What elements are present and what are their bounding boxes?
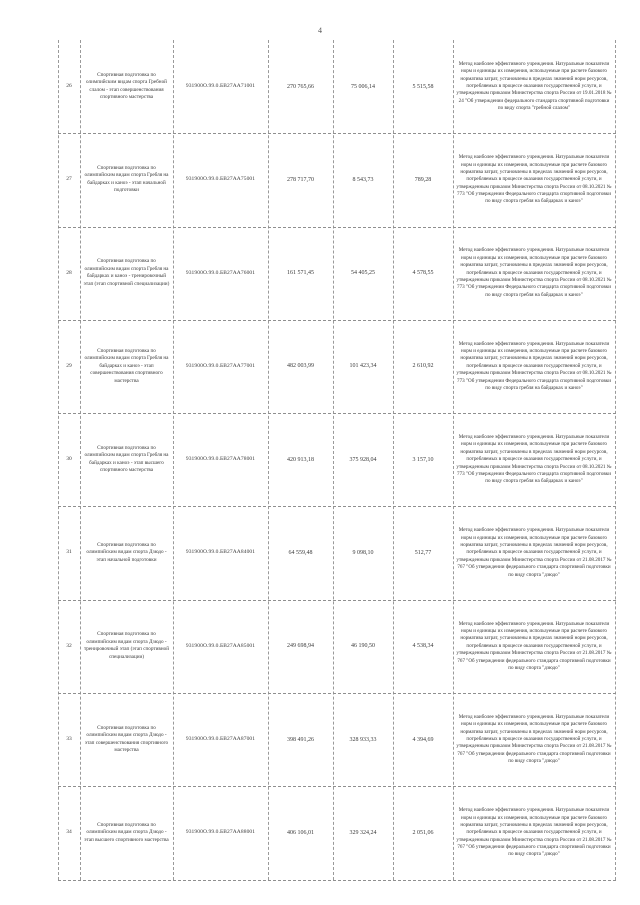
- overhead-cost-value: 4 578,55: [412, 270, 434, 277]
- calculation-method: Метод наиболее эффективного учреждения. Натуральные показатели норм и единицы их измерения, используемые при расчете базового норматива затрат, установлены в пределах значений норм ресурсов, потребляемых в процессе оказания государственной услуги, и утвержденным приказом Министерства спорта России от 08.10.2021 № 773 "Об утверждении Федерального стандарта спортивной подготовки по виду спорта гребля на байдарках и каноэ": [456, 434, 612, 485]
- service-name: Спортивная подготовка по олимпийским видам спорта Гребной слалом - этап совершенствования спортивного мастерства: [86, 71, 167, 101]
- base-norm-value: 420 913,18: [287, 456, 314, 463]
- overhead-cost-value: 4 394,69: [412, 736, 434, 743]
- registry-code: 931900О.99.0.БВ27АА87001: [185, 736, 256, 743]
- direct-cost-value: 9 098,10: [352, 550, 374, 557]
- base-norm-value: 482 003,99: [287, 363, 314, 370]
- base-norm-value: 406 106,01: [287, 829, 314, 836]
- row-number: 29: [66, 362, 72, 369]
- table-row: [58, 693, 616, 787]
- overhead-cost-value: 5 515,58: [412, 83, 434, 90]
- service-name: Спортивная подготовка по олимпийским видам спорта Дзюдо - этап высшего спортивного мастерства: [84, 821, 169, 843]
- calculation-method: Метод наиболее эффективного учреждения. Натуральные показатели норм и единицы их измерения, используемые при расчете базового норматива затрат, установлены в пределах значений норм ресурсов, потребляемых в процессе оказания государственной услуги, и утвержденным приказом Министерства спорта России от 21.08.2017 № 767 "Об утверждении федерального стандарта спортивной подготовки по виду спорта "дзюдо": [456, 807, 612, 858]
- table-row: [58, 227, 616, 321]
- table-row: [58, 133, 616, 227]
- direct-cost-value: 54 405,25: [351, 270, 375, 277]
- registry-code: 931900О.99.0.БВ27АА76001: [185, 269, 256, 276]
- direct-cost-value: 8 543,73: [352, 176, 374, 183]
- direct-cost-value: 328 933,33: [349, 736, 377, 743]
- calculation-method: Метод наиболее эффективного учреждения. Натуральные показатели норм и единицы их измерения, используемые при расчете базового норматива затрат, установлены в пределах значений норм ресурсов, потребляемых в процессе оказания государственной услуги, и утвержденным приказом Министерства спорта России от 21.08.2017 № 767 "Об утверждении федерального стандарта спортивной подготовки по виду спорта "дзюдо": [456, 620, 612, 671]
- overhead-cost-value: 2 610,92: [412, 363, 434, 370]
- calculation-method: Метод наиболее эффективного учреждения. Натуральные показатели норм и единицы их измерения, используемые при расчете базового норматива затрат, установлены в пределах значений норм ресурсов, потребляемых в процессе оказания государственной услуги, и утвержденным приказом Министерства спорта России от 08.10.2021 № 773 "Об утверждении Федерального стандарта спортивной подготовки по виду спорта гребля на байдарках и каноэ": [456, 154, 612, 205]
- base-norm-value: 270 765,66: [287, 83, 314, 90]
- table-row: [58, 320, 616, 414]
- row-number: 28: [66, 269, 72, 276]
- registry-code: 931900О.99.0.БВ27АА85001: [185, 642, 256, 649]
- overhead-cost-value: 512,77: [414, 550, 432, 557]
- registry-code: 931900О.99.0.БВ27АА75001: [185, 176, 256, 183]
- row-number: 31: [66, 549, 72, 556]
- direct-cost-value: 75 006,14: [351, 83, 375, 90]
- direct-cost-value: 101 423,34: [349, 363, 377, 370]
- table-row: [58, 786, 616, 880]
- base-norm-value: 398 491,26: [287, 736, 314, 743]
- direct-cost-value: 329 324,24: [349, 829, 377, 836]
- overhead-cost-value: 2 051,06: [412, 829, 434, 836]
- service-name: Спортивная подготовка по олимпийским видам спорта Гребля на байдарках и каноэ - этап начальной подготовки: [84, 164, 169, 194]
- row-number: 26: [66, 82, 72, 89]
- row-number: 32: [66, 642, 72, 649]
- table-row: [58, 413, 616, 507]
- row-number: 33: [66, 736, 72, 743]
- table-row: [58, 40, 616, 134]
- table-row: [58, 507, 616, 601]
- base-norm-value: 249 698,94: [287, 643, 314, 650]
- registry-code: 931900О.99.0.БВ27АА77001: [185, 362, 256, 369]
- row-number: 30: [66, 456, 72, 463]
- service-name: Спортивная подготовка по олимпийским видам спорта Дзюдо - этап совершенствования спортивного мастерства: [84, 724, 169, 754]
- base-norm-value: 64 559,48: [288, 550, 313, 557]
- norms-table: [58, 40, 616, 880]
- registry-code: 931900О.99.0.БВ27АА84001: [185, 549, 256, 556]
- overhead-cost-value: 4 538,34: [412, 643, 434, 650]
- calculation-method: Метод наиболее эффективного учреждения. Натуральные показатели норм и единицы их измерения, используемые при расчете базового норматива затрат, установлены в пределах значений норм ресурсов, потребляемых в процессе оказания государственной услуги, и утвержденным приказом Министерства спорта России от 08.10.2021 № 773 "Об утверждении Федерального стандарта спортивной подготовки по виду спорта гребля на байдарках и каноэ": [456, 247, 612, 298]
- page-number: 4: [318, 26, 322, 35]
- service-name: Спортивная подготовка по олимпийским видам спорта Дзюдо - этап начальной подготовки: [86, 541, 167, 563]
- direct-cost-value: 375 928,04: [349, 456, 377, 463]
- registry-code: 931900О.99.0.БВ27АА88001: [185, 829, 256, 836]
- overhead-cost-value: 789,28: [414, 176, 432, 183]
- calculation-method: Метод наиболее эффективного учреждения. Натуральные показатели норм и единицы их измерения, используемые при расчете базового норматива затрат, установлены в пределах значений норм ресурсов, потребляемых в процессе оказания государственной услуги, и утвержденным приказом Министерства спорта России от 08.10.2021 № 773 "Об утверждении Федерального стандарта спортивной подготовки по виду спорта гребля на байдарках и каноэ": [456, 340, 612, 391]
- overhead-cost-value: 3 157,10: [412, 456, 434, 463]
- registry-code: 931900О.99.0.БВ27АА78001: [185, 456, 256, 463]
- calculation-method: Метод наиболее эффективного учреждения. Натуральные показатели норм и единицы их измерения, используемые при расчете базового норматива затрат, установлены в пределах значений норм ресурсов, потребляемых в процессе оказания государственной услуги, и утвержденным приказом Министерства спорта России от 21.08.2017 № 767 "Об утверждении федерального стандарта спортивной подготовки по виду спорта "дзюдо": [456, 713, 612, 765]
- service-name: Спортивная подготовка по олимпийским видам спорта Гребля на байдарках и каноэ - этап высшего спортивного мастерства: [84, 444, 169, 474]
- row-number: 27: [66, 176, 72, 183]
- base-norm-value: 161 571,45: [287, 270, 314, 277]
- base-norm-value: 278 717,70: [287, 176, 314, 183]
- registry-code: 931900О.99.0.БВ27АА71001: [185, 82, 256, 89]
- direct-cost-value: 46 190,50: [351, 643, 375, 650]
- calculation-method: Метод наиболее эффективного учреждения. Натуральные показатели норм и единицы их измерения, используемые при расчете базового норматива затрат, установлены в пределах значений норм ресурсов, потребляемых в процессе оказания государственной услуги, и утвержденным приказом Министерства спорта России от 19.01.2018 № 24 "Об утверждении федерального стандарта спортивной подготовки по виду спорта "гребной слалом": [456, 60, 612, 112]
- calculation-method: Метод наиболее эффективного учреждения. Натуральные показатели норм и единицы их измерения, используемые при расчете базового норматива затрат, установлены в пределах значений норм ресурсов, потребляемых в процессе оказания государственной услуги, и утвержденным приказом Министерства спорта России от 21.08.2017 № 767 "Об утверждении федерального стандарта спортивной подготовки по виду спорта "дзюдо": [456, 527, 612, 578]
- service-name: Спортивная подготовка по олимпийским видам спорта Гребля на байдарках и каноэ - тренировочный этап (этап спортивной специализации): [83, 258, 170, 287]
- service-name: Спортивная подготовка по олимпийским видам спорта Дзюдо - тренировочный этап (этап спортивной специализации): [83, 631, 170, 660]
- service-name: Спортивная подготовка по олимпийским видам спорта Гребля на байдарках и каноэ - этап совершенствования спортивного мастерства: [84, 347, 169, 384]
- table-row: [58, 600, 616, 694]
- row-number: 34: [66, 829, 72, 836]
